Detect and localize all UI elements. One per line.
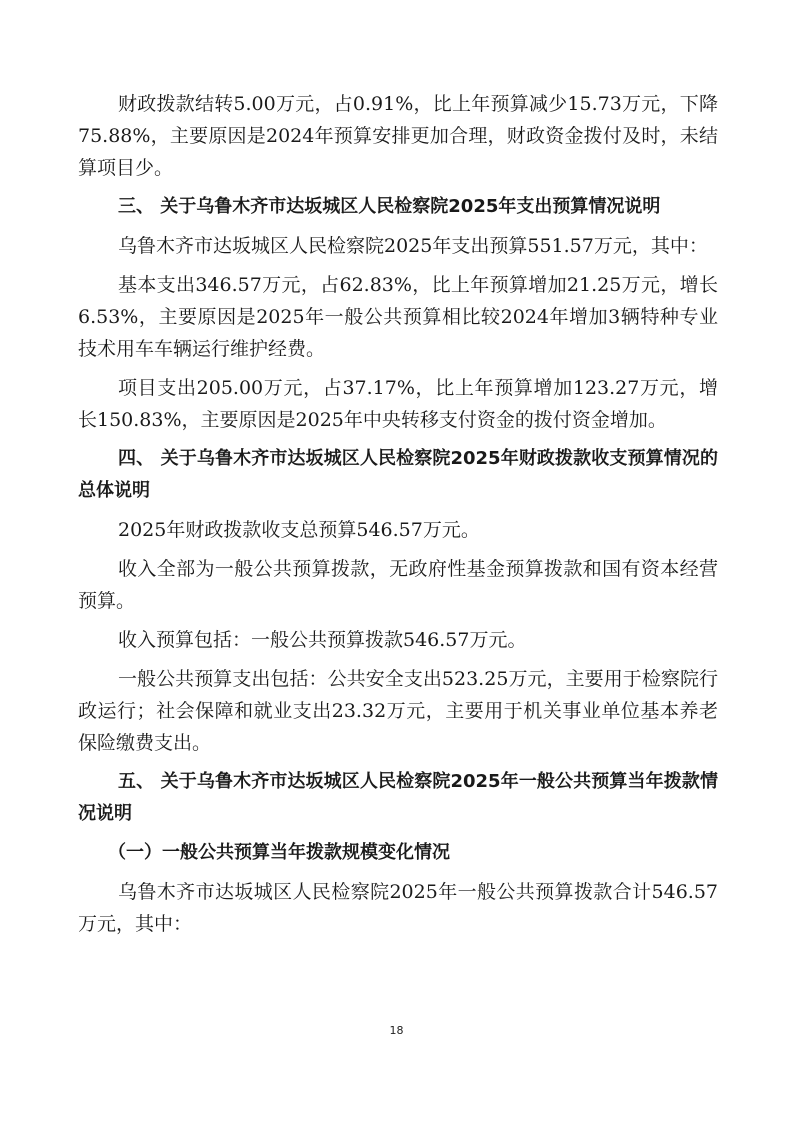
section-heading-4: 四、 关于乌鲁木齐市达坂城区人民检察院2025年财政拨款收支预算情况的总体说明	[78, 448, 718, 501]
section-heading-3: 三、 关于乌鲁木齐市达坂城区人民检察院2025年支出预算情况说明	[118, 196, 661, 217]
subsection-heading-1: （一）一般公共预算当年拨款规模变化情况	[108, 842, 450, 863]
paragraph-carryover: 财政拨款结转5.00万元，占0.91%，比上年预算减少15.73万元，下降75.88%，主要原因是2024年预算安排更加合理，财政资金拨付及时，未结算项目少。	[78, 93, 718, 179]
paragraph-income-composition: 收入全部为一般公共预算拨款，无政府性基金预算拨款和国有资本经营预算。	[78, 558, 718, 612]
paragraph-expenditure-total: 乌鲁木齐市达坂城区人民检察院2025年支出预算551.57万元，其中：	[118, 235, 708, 257]
paragraph-general-budget-total: 乌鲁木齐市达坂城区人民检察院2025年一般公共预算拨款合计546.57万元，其中：	[78, 881, 718, 935]
document-body	[78, 88, 718, 947]
paragraph-total-budget: 2025年财政拨款收支总预算546.57万元。	[118, 519, 480, 541]
page-number: 18	[389, 1024, 404, 1037]
paragraph-public-expenditure: 一般公共预算支出包括：公共安全支出523.25万元，主要用于检察院行政运行；社会保障和就业支出23.32万元，主要用于机关事业单位基本养老保险缴费支出。	[78, 668, 718, 754]
section-heading-5: 五、 关于乌鲁木齐市达坂城区人民检察院2025年一般公共预算当年拨款情况说明	[78, 771, 718, 824]
paragraph-project-expenditure: 项目支出205.00万元，占37.17%，比上年预算增加123.27万元，增长150.83%，主要原因是2025年中央转移支付资金的拨付资金增加。	[78, 377, 718, 431]
paragraph-income-budget: 收入预算包括：一般公共预算拨款546.57万元。	[118, 629, 527, 651]
paragraph-basic-expenditure: 基本支出346.57万元，占62.83%，比上年预算增加21.25万元，增长6.53%，主要原因是2025年一般公共预算相比较2024年增加3辆特种专业技术用车车辆运行维护经费。	[78, 274, 718, 360]
